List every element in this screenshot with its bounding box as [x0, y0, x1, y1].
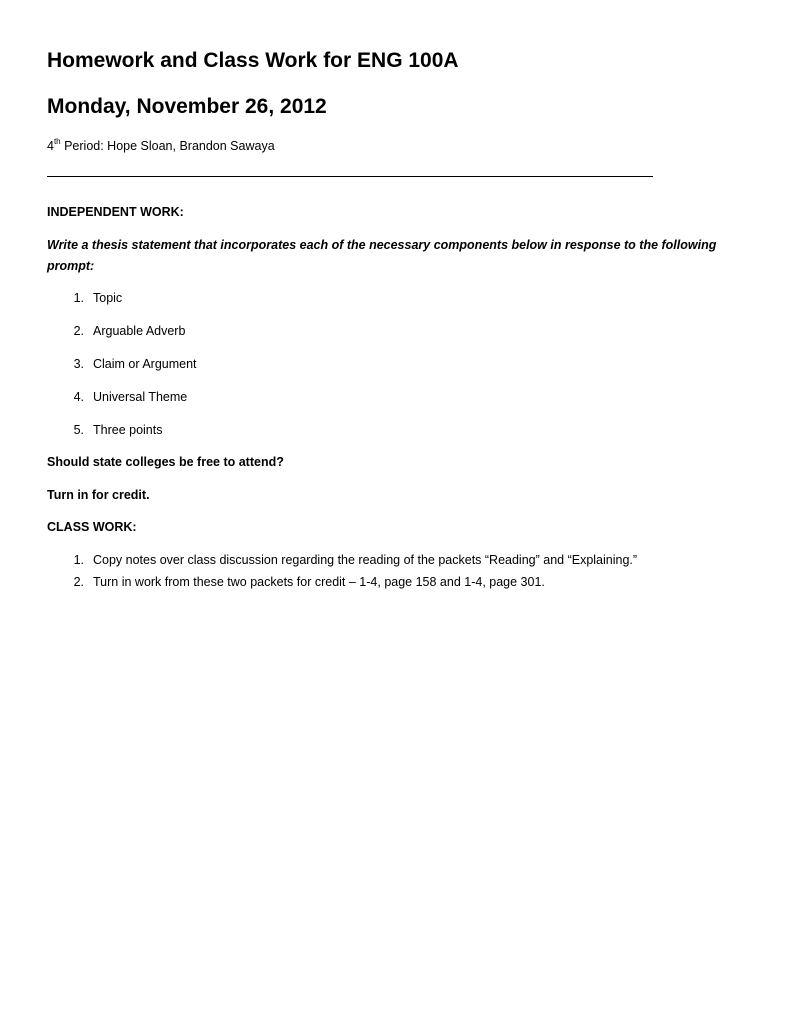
list-number: 1. — [73, 553, 84, 567]
period-line — [47, 137, 275, 155]
list-number: 4. — [73, 390, 84, 404]
list-number: 3. — [73, 357, 84, 371]
list-number: 2. — [73, 575, 84, 589]
period-suffix: th — [53, 136, 61, 146]
list-text: Arguable Adverb — [93, 324, 186, 338]
list-text: Topic — [93, 291, 123, 305]
list-text: Turn in work from these two packets for credit – 1-4, page 158 and 1-4, page 301. — [93, 575, 545, 589]
list-number: 5. — [73, 423, 84, 437]
prompt-question: Should state colleges be free to attend? — [47, 455, 284, 469]
independent-work-heading: INDEPENDENT WORK: — [47, 205, 184, 219]
class-work-heading: CLASS WORK: — [47, 520, 137, 534]
period-number: 4 — [47, 139, 54, 153]
list-text: Three points — [93, 423, 163, 437]
list-number: 2. — [73, 324, 84, 338]
list-number: 1. — [73, 291, 84, 305]
thesis-prompt: Write a thesis statement that incorporates each of the necessary components below in response to the following prompt: — [47, 238, 717, 273]
horizontal-rule — [47, 176, 653, 177]
period-students: Period: Hope Sloan, Brandon Sawaya — [60, 139, 275, 153]
list-text: Universal Theme — [93, 390, 188, 404]
list-text: Copy notes over class discussion regarding the reading of the packets “Reading” and “Explaining.” — [93, 553, 638, 567]
document-date: Monday, November 26, 2012 — [47, 95, 327, 118]
turn-in-note: Turn in for credit. — [47, 488, 150, 502]
document-title: Homework and Class Work for ENG 100A — [47, 49, 459, 72]
list-text: Claim or Argument — [93, 357, 197, 371]
